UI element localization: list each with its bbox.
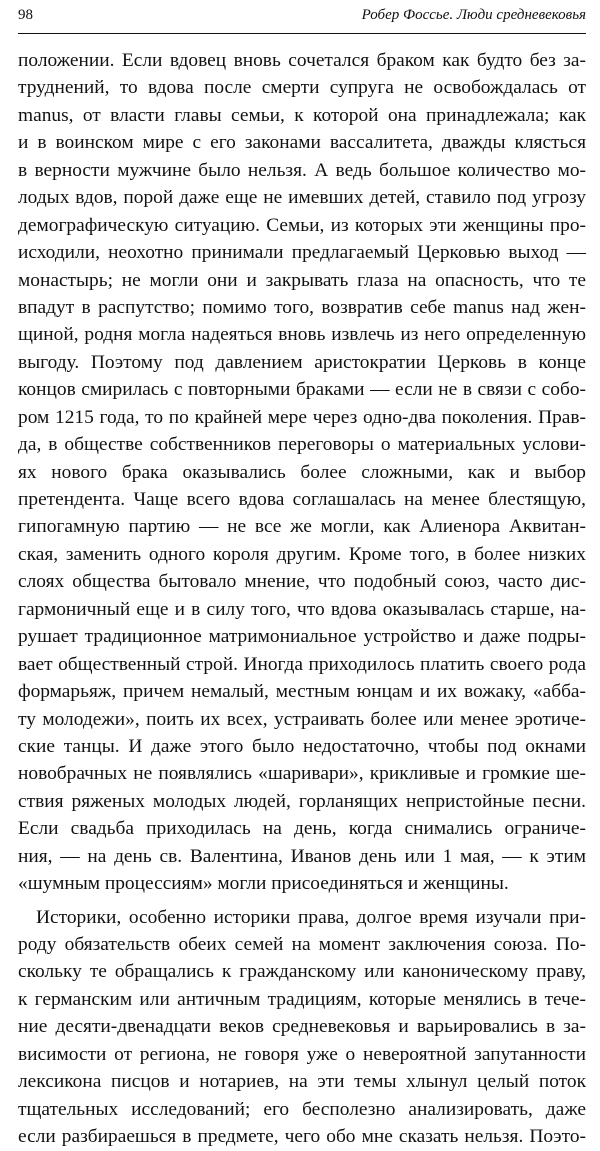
text-line: Историки, особенно историки права, долгое время изучали при- [36,906,586,928]
text-line: новобрачных не появлялись «шаривари», крикливые и громкие ше- [18,763,586,785]
text-line: труднений, то вдова после смерти супруга не освобождалась от [18,77,586,99]
paragraph-1 [18,47,586,898]
text-line: лексикона писцов и нотариев, на эти темы хлынул целый поток [18,1071,586,1093]
text-line: впадут в распутство; помимо того, возвратив себе manus над жен- [18,296,586,318]
running-title: Робер Фоссье. Люди средневековья [361,7,586,23]
text-line: висимости от региона, не говоря уже о невероятной запутанности [18,1043,586,1065]
text-line: формарьяж, причем немалый, местным юнцам и их вожаку, «абба- [18,681,586,703]
header-rule [18,33,586,34]
page-header [18,6,586,30]
text-line: к германским или античным традициям, которые менялись в тече- [18,988,586,1010]
text-line: рушает традиционное матримониальное устройство и даже подры- [18,626,586,648]
text-line: ния, — на день св. Валентина, Иванов день или 1 мая, — к этим [18,845,586,867]
text-line: ствия ряженых молодых людей, горланящих непристойные песни. [18,790,586,812]
text-line: концов смирилась с повторными браками — если не в связи с собо- [18,379,586,401]
text-line: ние десяти-двенадцати веков средневековья и варьировались в за- [18,1016,586,1038]
text-line: претендента. Чаще всего вдова соглашалась на менее блестящую, [18,489,586,510]
text-line: ские танцы. И даже этого было недостаточно, чтобы под окнами [18,735,586,757]
text-line: ях нового брака оказывались более сложными, как и выбор [18,461,586,483]
text-line: выгоду. Поэтому под давлением аристократии Церковь в конце [18,351,586,373]
text-line: ром 1215 года, то по крайней мере через одно-два поколения. Прав- [18,406,586,428]
text-line: ская, заменить одного короля другим. Кроме того, в более низких [18,543,586,565]
text-line: вает общественный строй. Иногда приходилось платить своего рода [18,653,586,675]
text-line: исходили, неохотно принимали предлагаемый Церковью выход — [18,242,586,264]
text-line: положении. Если вдовец вновь сочетался браком как будто без за- [18,50,586,71]
text-line: слоях общества бытовало мнение, что подобный союз, часто дис- [18,571,586,593]
text-line: и в воинском мире с его законами вассалитета, дважды клясться [18,132,586,154]
text-line: щиной, родня могла надеяться вновь извлечь из него определенную [18,324,586,346]
text-line: гармоничный еще и в силу того, что вдова оказывалась старше, на- [18,598,586,620]
text-line: manus, от власти главы семьи, к которой она принадлежала; как [18,104,586,126]
text-line: да, в обществе собственников переговоры о материальных услови- [18,434,586,456]
paragraph-2 [18,904,586,1151]
page-number: 98 [18,7,33,23]
text-line: если разбираешься в предмете, чего обо мне сказать нельзя. Поэто- [18,1126,586,1148]
body-text [18,47,586,1151]
text-line: в верности мужчине было нельзя. А ведь большое количество мо- [18,159,586,181]
text-line: тщательных исследований; его бесполезно анализировать, даже [18,1098,586,1120]
text-line: монастырь; не могли они и закрывать глаза на опасность, что те [18,269,586,291]
book-page [18,0,586,1148]
text-line: скольку те обращались к гражданскому или каноническому праву, [18,961,586,983]
text-line: демографическую ситуацию. Семьи, из которых эти женщины про- [18,214,586,236]
text-line: роду обязательств обеих семей на момент заключения союза. По- [18,934,586,955]
text-line: Если свадьба приходилась на день, когда снимались ограниче- [18,818,586,840]
text-line: гипогамную партию — не все же могли, как Алиенора Аквитан- [18,516,586,538]
text-line: лодых вдов, порой даже еще не имевших детей, ставило под угрозу [18,187,586,209]
text-line: ту молодежи», поить их всех, устраивать более или менее эротиче- [18,708,586,730]
text-line: «шумным процессиям» могли присоединяться и женщины. [18,873,509,895]
